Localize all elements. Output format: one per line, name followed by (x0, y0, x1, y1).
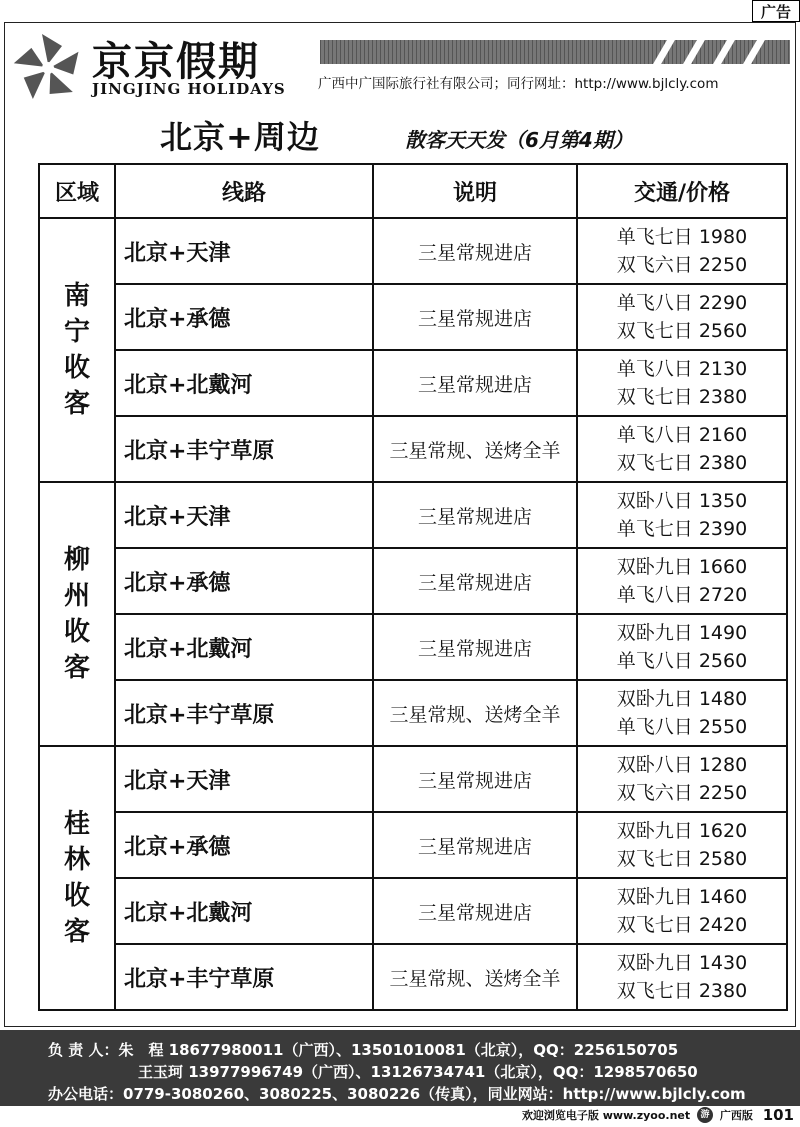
table-row (39, 548, 787, 614)
description-cell: 三星常规进店 (373, 878, 577, 944)
route-cell: 北京+丰宁草原 (115, 944, 373, 1010)
description-cell: 三星常规进店 (373, 548, 577, 614)
price-line: 单飞八日 2550 (616, 716, 748, 738)
footer-contact-line-1: 负 责 人：朱 程 18677980011（广西）、13501010081（北京），QQ：2256150705 (48, 1041, 679, 1059)
price-cell (577, 350, 787, 416)
description-cell: 三星常规进店 (373, 218, 577, 284)
footer-contact-line-2: 王玉珂 13977996749（广西）、13126734741（北京），QQ：1298570650 (138, 1063, 698, 1081)
description-cell: 三星常规进店 (373, 482, 577, 548)
price-line: 双飞六日 2250 (616, 782, 748, 804)
price-cell (577, 218, 787, 284)
footer-office-line: 办公电话：0779-3080260、3080225、3080226（传真），同业网站：http://www.bjlcly.com (48, 1085, 746, 1103)
region-char: 收 (63, 353, 90, 383)
table-row (39, 878, 787, 944)
table-row (39, 746, 787, 812)
table-row (39, 284, 787, 350)
region-char: 柳 (63, 545, 90, 575)
price-cell (577, 614, 787, 680)
route-cell: 北京+丰宁草原 (115, 416, 373, 482)
price-line: 单飞八日 2160 (616, 424, 748, 446)
table-row (39, 416, 787, 482)
route-cell: 北京+北戴河 (115, 878, 373, 944)
price-line: 双飞七日 2560 (616, 320, 748, 342)
region-char: 收 (63, 617, 90, 647)
price-line: 双卧九日 1460 (616, 886, 748, 908)
brand-name: 京京假期 (92, 38, 260, 85)
price-line: 双卧八日 1280 (616, 754, 748, 776)
table-row (39, 482, 787, 548)
price-line: 双卧九日 1620 (616, 820, 748, 842)
brand-name-english: JINGJING HOLIDAYS (92, 80, 286, 98)
price-line: 双卧八日 1350 (616, 490, 748, 512)
price-cell (577, 812, 787, 878)
region-char: 林 (63, 845, 90, 875)
description-cell: 三星常规进店 (373, 350, 577, 416)
region-char: 客 (63, 917, 90, 947)
subheadline: 散客天天发（6月第4期） (405, 128, 633, 152)
region-char: 州 (63, 581, 90, 611)
price-cell (577, 944, 787, 1010)
description-cell: 三星常规、送烤全羊 (373, 944, 577, 1010)
price-cell (577, 416, 787, 482)
price-line: 单飞八日 2290 (616, 292, 748, 314)
region-cell (39, 218, 115, 482)
price-line: 单飞八日 2130 (616, 358, 748, 380)
price-line: 单飞八日 2560 (616, 650, 748, 672)
route-cell: 北京+北戴河 (115, 614, 373, 680)
route-cell: 北京+丰宁草原 (115, 680, 373, 746)
headline: 北京+周边 (160, 118, 320, 156)
region-char: 南 (63, 281, 90, 311)
description-cell: 三星常规、送烤全羊 (373, 416, 577, 482)
price-line: 单飞七日 1980 (616, 226, 748, 248)
route-cell: 北京+北戴河 (115, 350, 373, 416)
header-route: 线路 (115, 164, 373, 218)
route-cell: 北京+天津 (115, 746, 373, 812)
price-cell (577, 746, 787, 812)
price-cell (577, 284, 787, 350)
price-line: 单飞八日 2720 (616, 584, 748, 606)
table-row (39, 812, 787, 878)
description-cell: 三星常规、送烤全羊 (373, 680, 577, 746)
price-line: 双卧九日 1480 (616, 688, 748, 710)
region-char: 收 (63, 881, 90, 911)
route-cell: 北京+承德 (115, 548, 373, 614)
price-cell (577, 878, 787, 944)
header-transport-price: 交通/价格 (577, 164, 787, 218)
price-line: 双飞七日 2420 (616, 914, 748, 936)
description-cell: 三星常规进店 (373, 284, 577, 350)
price-cell (577, 680, 787, 746)
page-bottom-bar (522, 1106, 800, 1127)
price-line: 双飞七日 2580 (616, 848, 748, 870)
ad-tag: 广告 (752, 0, 800, 22)
table-row (39, 614, 787, 680)
pinwheel-logo-icon (10, 30, 86, 106)
price-line: 单飞七日 2390 (616, 518, 748, 540)
table-row (39, 218, 787, 284)
contact-footer (0, 1030, 800, 1106)
region-char: 客 (63, 653, 90, 683)
region-cell (39, 746, 115, 1010)
company-line: 广西中广国际旅行社有限公司；同行网址：http://www.bjlcly.com (318, 76, 719, 92)
price-cell (577, 482, 787, 548)
price-line: 双飞七日 2380 (616, 452, 748, 474)
price-line: 双飞七日 2380 (616, 386, 748, 408)
route-cell: 北京+承德 (115, 812, 373, 878)
price-cell (577, 548, 787, 614)
region-char: 客 (63, 389, 90, 419)
route-cell: 北京+天津 (115, 482, 373, 548)
page-number: 101 (762, 1106, 794, 1124)
route-cell: 北京+天津 (115, 218, 373, 284)
route-cell: 北京+承德 (115, 284, 373, 350)
description-cell: 三星常规进店 (373, 614, 577, 680)
region-cell (39, 482, 115, 746)
region-char: 桂 (63, 809, 90, 839)
price-line: 双飞七日 2380 (616, 980, 748, 1002)
table-row (39, 680, 787, 746)
region-char: 宁 (63, 317, 90, 347)
price-table (38, 163, 788, 1011)
description-cell: 三星常规进店 (373, 746, 577, 812)
price-line: 双卧九日 1490 (616, 622, 748, 644)
edition-seal-icon: 游 (697, 1107, 713, 1123)
price-line: 双卧九日 1660 (616, 556, 748, 578)
description-cell: 三星常规进店 (373, 812, 577, 878)
header-description: 说明 (373, 164, 577, 218)
edition-label: 广西版 (719, 1109, 753, 1122)
price-line: 双卧九日 1430 (616, 952, 748, 974)
table-row (39, 350, 787, 416)
table-row (39, 944, 787, 1010)
price-line: 双飞六日 2250 (616, 254, 748, 276)
website-note: 欢迎浏览电子版 www.zyoo.net (521, 1109, 691, 1122)
header-region: 区域 (39, 164, 115, 218)
table-header-row (39, 164, 787, 218)
